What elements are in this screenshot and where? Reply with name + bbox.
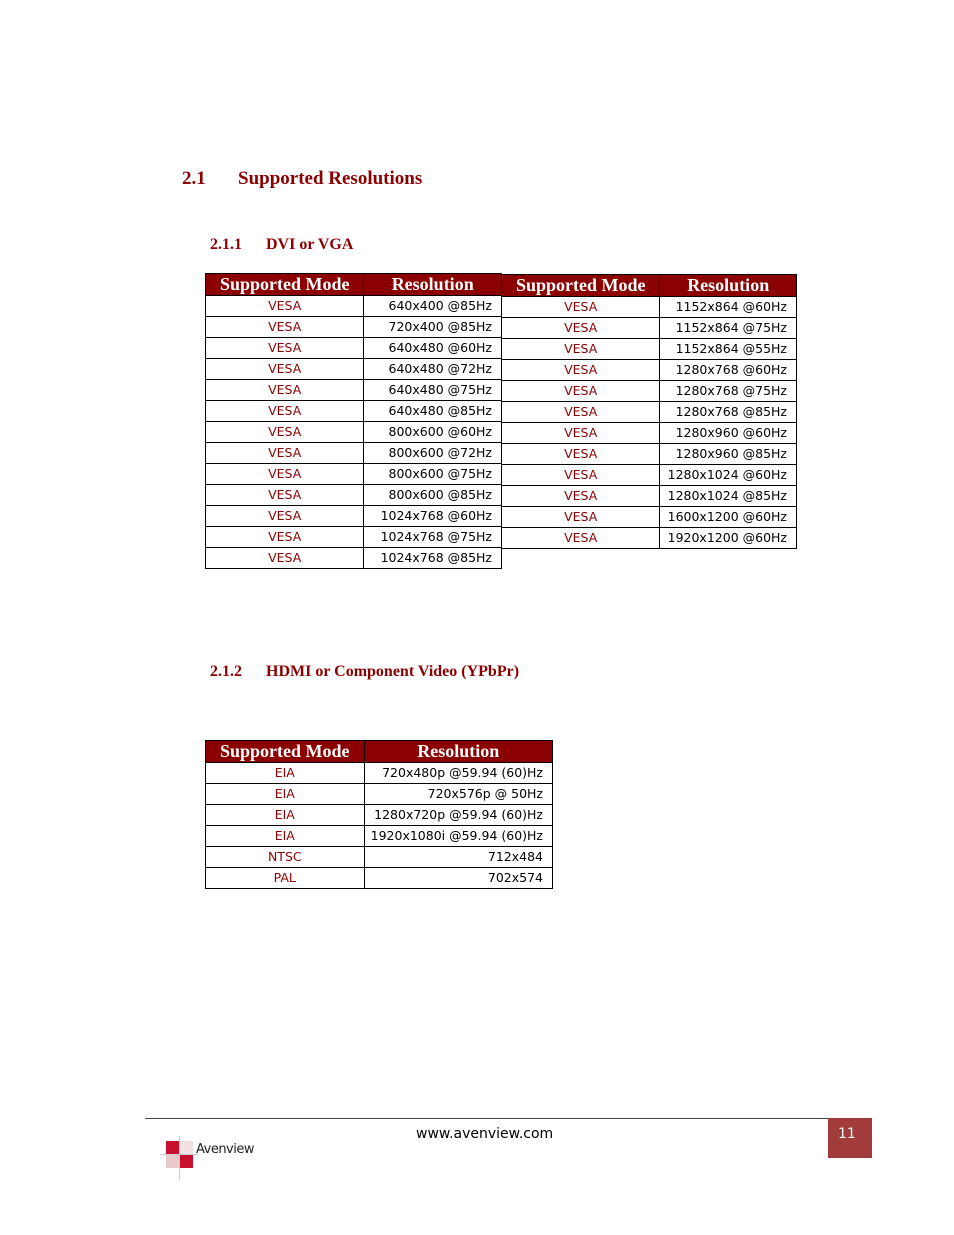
mode-cell: PAL (206, 868, 365, 889)
table-row (206, 485, 502, 506)
section-number: 2.1 (182, 168, 206, 189)
hdmi-table (205, 740, 553, 889)
resolution-cell: 1024x768 @60Hz (364, 506, 502, 527)
mode-cell: VESA (502, 465, 660, 486)
resolution-cell: 1280x960 @85Hz (660, 444, 797, 465)
avenview-logo-icon (160, 1136, 200, 1180)
resolution-cell: 800x600 @72Hz (364, 443, 502, 464)
table-row (206, 527, 502, 548)
mode-cell: VESA (502, 360, 660, 381)
resolution-cell: 640x480 @75Hz (364, 380, 502, 401)
mode-cell: VESA (502, 402, 660, 423)
resolution-cell: 1920x1080i @59.94 (60)Hz (364, 826, 552, 847)
footer-divider (145, 1118, 828, 1119)
resolution-cell: 720x576p @ 50Hz (364, 784, 552, 805)
header-resolution: Resolution (364, 741, 552, 763)
mode-cell: VESA (206, 338, 364, 359)
table-row (206, 296, 502, 317)
table-row (206, 784, 553, 805)
table-row (206, 826, 553, 847)
table-row (206, 317, 502, 338)
resolution-cell: 1152x864 @55Hz (660, 339, 797, 360)
resolution-cell: 640x480 @72Hz (364, 359, 502, 380)
resolution-cell: 1920x1200 @60Hz (660, 528, 797, 549)
mode-cell: VESA (502, 528, 660, 549)
footer-url: www.avenview.com (416, 1126, 554, 1142)
mode-cell: VESA (502, 318, 660, 339)
table-row (206, 548, 502, 569)
table-row (502, 360, 797, 381)
resolution-cell: 1280x720p @59.94 (60)Hz (364, 805, 552, 826)
resolution-cell: 800x600 @60Hz (364, 422, 502, 443)
mode-cell: VESA (502, 507, 660, 528)
table-row (502, 486, 797, 507)
table-row (206, 443, 502, 464)
mode-cell: VESA (206, 422, 364, 443)
table-row (206, 763, 553, 784)
mode-cell: VESA (502, 423, 660, 444)
table-row (502, 297, 797, 318)
table-row (502, 507, 797, 528)
table-row (206, 464, 502, 485)
section-heading (182, 168, 422, 190)
resolution-cell: 1280x768 @60Hz (660, 360, 797, 381)
page-number-box (828, 1118, 872, 1158)
mode-cell: VESA (502, 297, 660, 318)
table-row (206, 380, 502, 401)
resolution-cell: 720x480p @59.94 (60)Hz (364, 763, 552, 784)
mode-cell: EIA (206, 763, 365, 784)
mode-cell: VESA (206, 485, 364, 506)
table-row (206, 401, 502, 422)
mode-cell: VESA (206, 443, 364, 464)
table-row (502, 423, 797, 444)
table-row (206, 359, 502, 380)
resolution-cell: 800x600 @75Hz (364, 464, 502, 485)
header-supported-mode: Supported Mode (502, 275, 660, 297)
resolution-cell: 1280x768 @75Hz (660, 381, 797, 402)
dvi-table-right (501, 274, 797, 549)
resolution-cell: 1280x1024 @85Hz (660, 486, 797, 507)
mode-cell: VESA (502, 486, 660, 507)
table-row (206, 506, 502, 527)
mode-cell: VESA (502, 339, 660, 360)
mode-cell: VESA (206, 527, 364, 548)
table-row (206, 847, 553, 868)
mode-cell: VESA (206, 548, 364, 569)
resolution-cell: 1152x864 @60Hz (660, 297, 797, 318)
table-row (502, 318, 797, 339)
table-row (502, 444, 797, 465)
table-row (502, 339, 797, 360)
mode-cell: VESA (206, 359, 364, 380)
mode-cell: EIA (206, 784, 365, 805)
resolution-cell: 1152x864 @75Hz (660, 318, 797, 339)
subsection-title: HDMI or Component Video (YPbPr) (266, 663, 520, 680)
subsection-number: 2.1.2 (210, 663, 242, 680)
header-supported-mode: Supported Mode (206, 741, 365, 763)
header-resolution: Resolution (364, 274, 502, 296)
mode-cell: EIA (206, 805, 365, 826)
table-row (206, 868, 553, 889)
resolution-cell: 1600x1200 @60Hz (660, 507, 797, 528)
table-row (206, 422, 502, 443)
resolution-cell: 800x600 @85Hz (364, 485, 502, 506)
subsection-heading-dvi (210, 236, 353, 254)
mode-cell: VESA (206, 506, 364, 527)
resolution-cell: 1280x768 @85Hz (660, 402, 797, 423)
mode-cell: VESA (502, 444, 660, 465)
table-row (206, 805, 553, 826)
table-row (502, 381, 797, 402)
subsection-title: DVI or VGA (266, 236, 354, 253)
mode-cell: EIA (206, 826, 365, 847)
mode-cell: VESA (206, 296, 364, 317)
resolution-cell: 1024x768 @75Hz (364, 527, 502, 548)
resolution-cell: 702x574 (364, 868, 552, 889)
logo-text: Avenview (196, 1142, 254, 1157)
resolution-cell: 640x480 @85Hz (364, 401, 502, 422)
dvi-table-left (205, 273, 502, 569)
header-supported-mode: Supported Mode (206, 274, 364, 296)
resolution-cell: 640x480 @60Hz (364, 338, 502, 359)
resolution-cell: 1024x768 @85Hz (364, 548, 502, 569)
mode-cell: VESA (206, 401, 364, 422)
mode-cell: VESA (502, 381, 660, 402)
resolution-cell: 640x400 @85Hz (364, 296, 502, 317)
table-row (502, 528, 797, 549)
table-row (502, 402, 797, 423)
mode-cell: VESA (206, 464, 364, 485)
table-row (502, 465, 797, 486)
subsection-number: 2.1.1 (210, 236, 242, 253)
resolution-cell: 720x400 @85Hz (364, 317, 502, 338)
page-number: 11 (838, 1126, 856, 1142)
resolution-cell: 712x484 (364, 847, 552, 868)
mode-cell: VESA (206, 380, 364, 401)
resolution-cell: 1280x960 @60Hz (660, 423, 797, 444)
resolution-cell: 1280x1024 @60Hz (660, 465, 797, 486)
table-row (206, 338, 502, 359)
header-resolution: Resolution (660, 275, 797, 297)
subsection-heading-hdmi (210, 663, 519, 681)
mode-cell: VESA (206, 317, 364, 338)
section-title: Supported Resolutions (238, 168, 423, 189)
mode-cell: NTSC (206, 847, 365, 868)
